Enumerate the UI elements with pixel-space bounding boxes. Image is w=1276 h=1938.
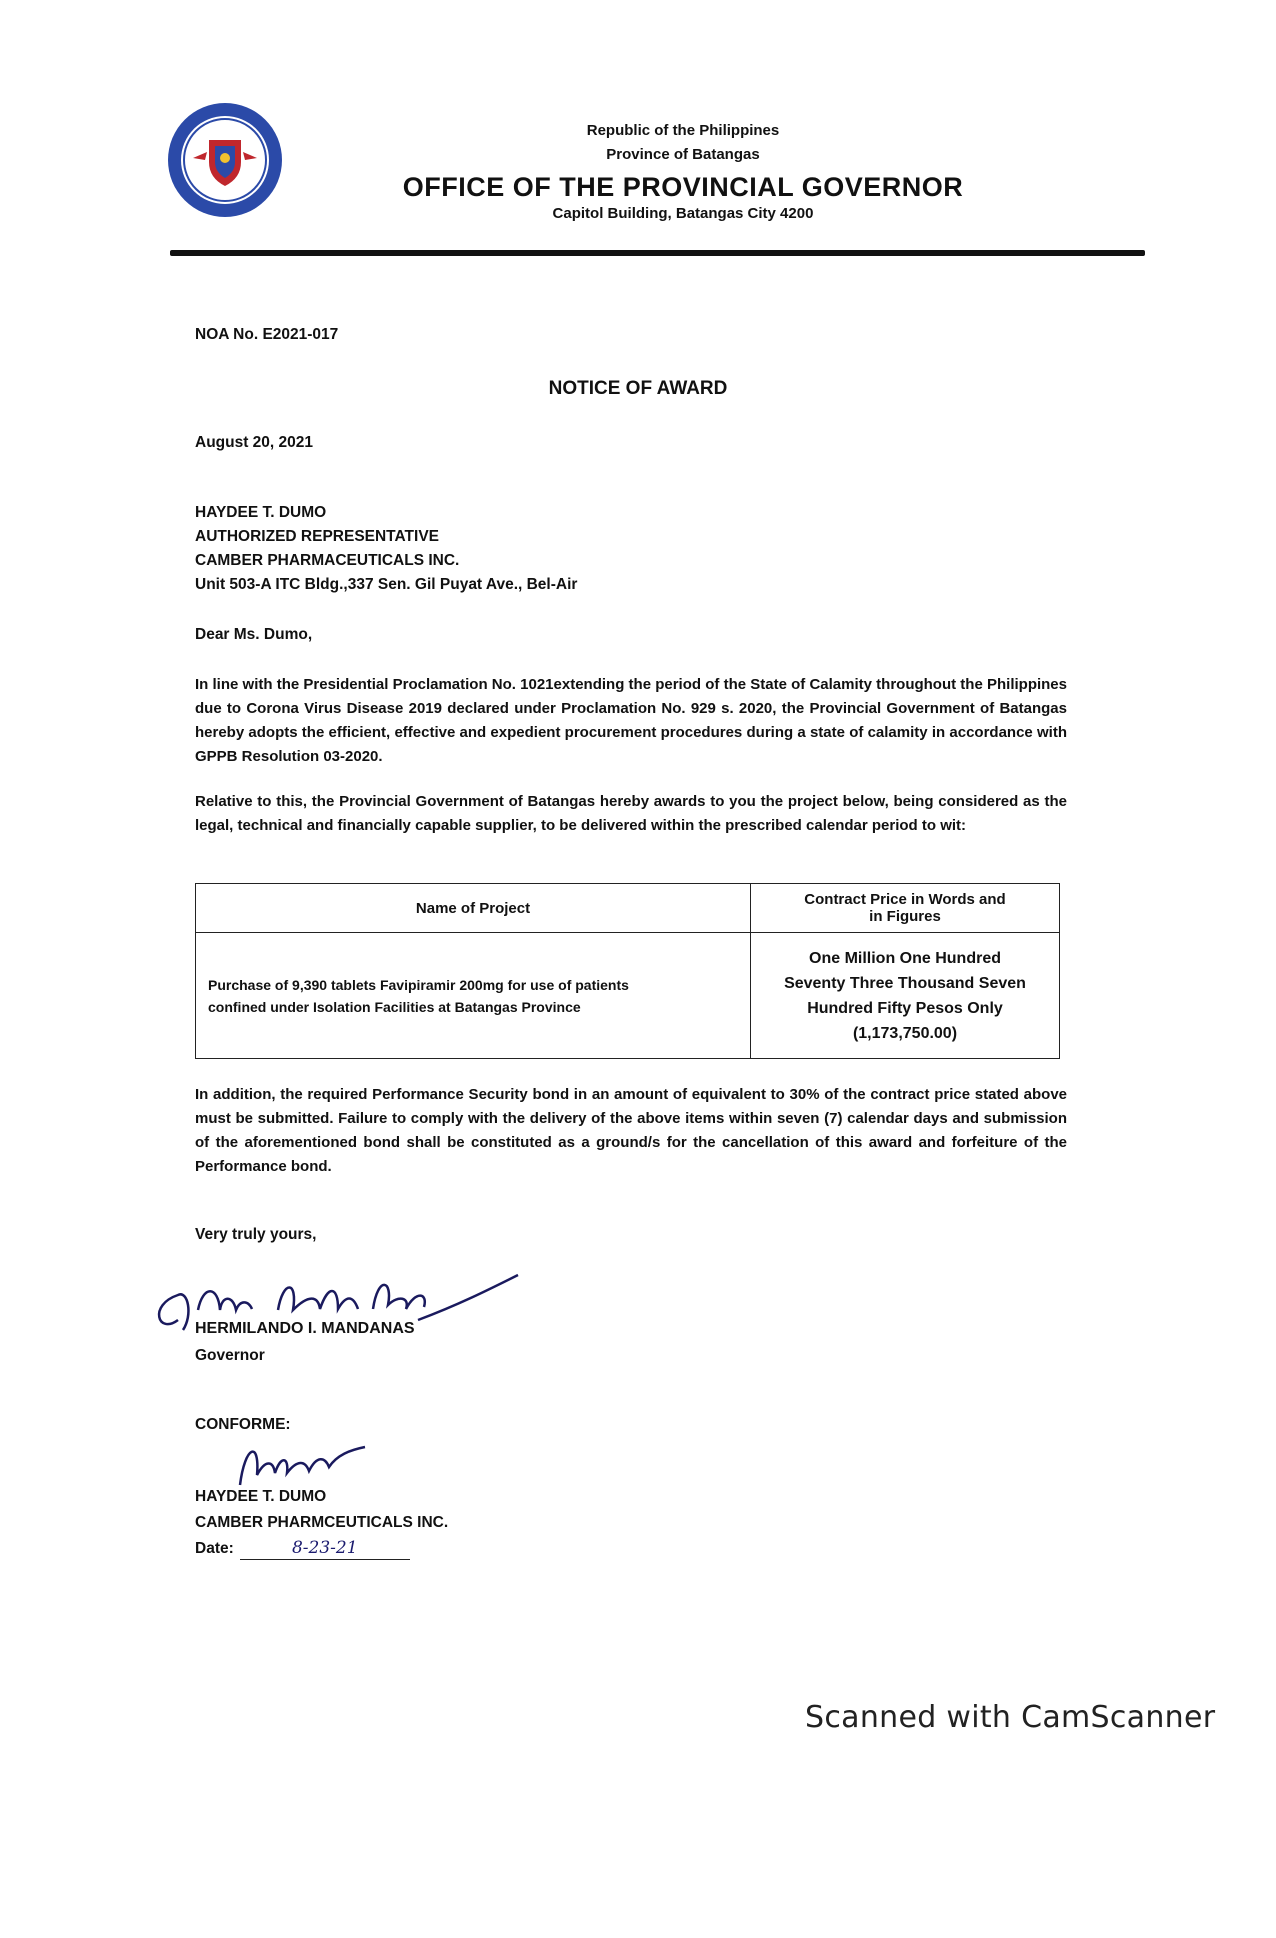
header-divider bbox=[170, 250, 1145, 256]
closing: Very truly yours, bbox=[195, 1226, 317, 1243]
addressee-block bbox=[195, 501, 577, 597]
header-province: Province of Batangas bbox=[606, 146, 760, 163]
governor-title: Governor bbox=[195, 1347, 265, 1364]
paragraph-performance-bond: In addition, the required Performance Security bond in an amount of equivalent to 30% of the contract price stated above must be submitted. Failure to comply with the delivery of the above items within seven (7) calendar days and submission of the aforementioned bond shall be constituted as a ground/s for the cancellation of this award and forfeiture of the Performance bond. bbox=[195, 1086, 1067, 1175]
table-header-row bbox=[196, 884, 1060, 933]
addressee-address: Unit 503-A ITC Bldg.,337 Sen. Gil Puyat Ave., Bel-Air bbox=[195, 576, 578, 593]
column-header-price bbox=[751, 884, 1060, 933]
addressee-position: AUTHORIZED REPRESENTATIVE bbox=[195, 528, 439, 545]
header-republic: Republic of the Philippines bbox=[586, 122, 780, 139]
paragraph-proclamation: In line with the Presidential Proclamation No. 1021extending the period of the State of Calamity throughout the Philippines due to Corona Virus Disease 2019 declared under Proclamation No. 929 s. 2020, the Provincial Government of Batangas hereby adopts the efficient, effective and expedient procurement procedures during a state of calamity in accordance with GPPB Resolution 03-2020. bbox=[195, 676, 1067, 765]
column-header-project: Name of Project bbox=[196, 884, 751, 933]
project-line1: Purchase of 9,390 tablets Favipiramir 200mg for use of patients bbox=[208, 976, 629, 993]
addressee-company: CAMBER PHARMACEUTICALS INC. bbox=[195, 552, 460, 569]
conforme-date bbox=[195, 1537, 410, 1561]
header-address: Capitol Building, Batangas City 4200 bbox=[552, 205, 814, 222]
price-figure: (1,173,750.00) bbox=[852, 1024, 958, 1042]
letter-date: August 20, 2021 bbox=[195, 434, 314, 451]
addressee-name: HAYDEE T. DUMO bbox=[195, 504, 327, 521]
project-line2: confined under Isolation Facilities at Batangas Province bbox=[208, 998, 581, 1015]
date-value: 8-23-21 bbox=[240, 1537, 410, 1560]
notice-title: NOTICE OF AWARD bbox=[548, 378, 728, 399]
paragraph-award: Relative to this, the Provincial Government of Batangas hereby awards to you the project below, being considered as the legal, technical and financially capable supplier, to be delivered within the prescribed calendar period to wit: bbox=[195, 793, 1067, 834]
date-label: Date: bbox=[195, 1540, 234, 1557]
price-line3: Hundred Fifty Pesos Only bbox=[807, 999, 1003, 1017]
governor-name: HERMILANDO I. MANDANAS bbox=[195, 1320, 415, 1337]
price-line2: Seventy Three Thousand Seven bbox=[784, 974, 1026, 992]
price-line1: One Million One Hundred bbox=[809, 949, 1001, 967]
table-row bbox=[196, 933, 1060, 1059]
project-cell bbox=[196, 933, 751, 1059]
header-office-title: OFFICE OF THE PROVINCIAL GOVERNOR bbox=[402, 172, 964, 202]
award-table bbox=[195, 883, 1060, 1059]
price-cell bbox=[751, 933, 1060, 1059]
noa-number: NOA No. E2021-017 bbox=[195, 326, 339, 343]
camscanner-watermark: Scanned with CamScanner bbox=[805, 1700, 1216, 1735]
conforme-company: CAMBER PHARMCEUTICALS INC. bbox=[195, 1514, 449, 1531]
column-header-price-line2: in Figures bbox=[869, 908, 941, 925]
salutation: Dear Ms. Dumo, bbox=[195, 626, 313, 643]
conforme-label: CONFORME: bbox=[195, 1416, 291, 1433]
conforme-name: HAYDEE T. DUMO bbox=[195, 1488, 327, 1505]
column-header-price-line1: Contract Price in Words and bbox=[804, 891, 1006, 908]
